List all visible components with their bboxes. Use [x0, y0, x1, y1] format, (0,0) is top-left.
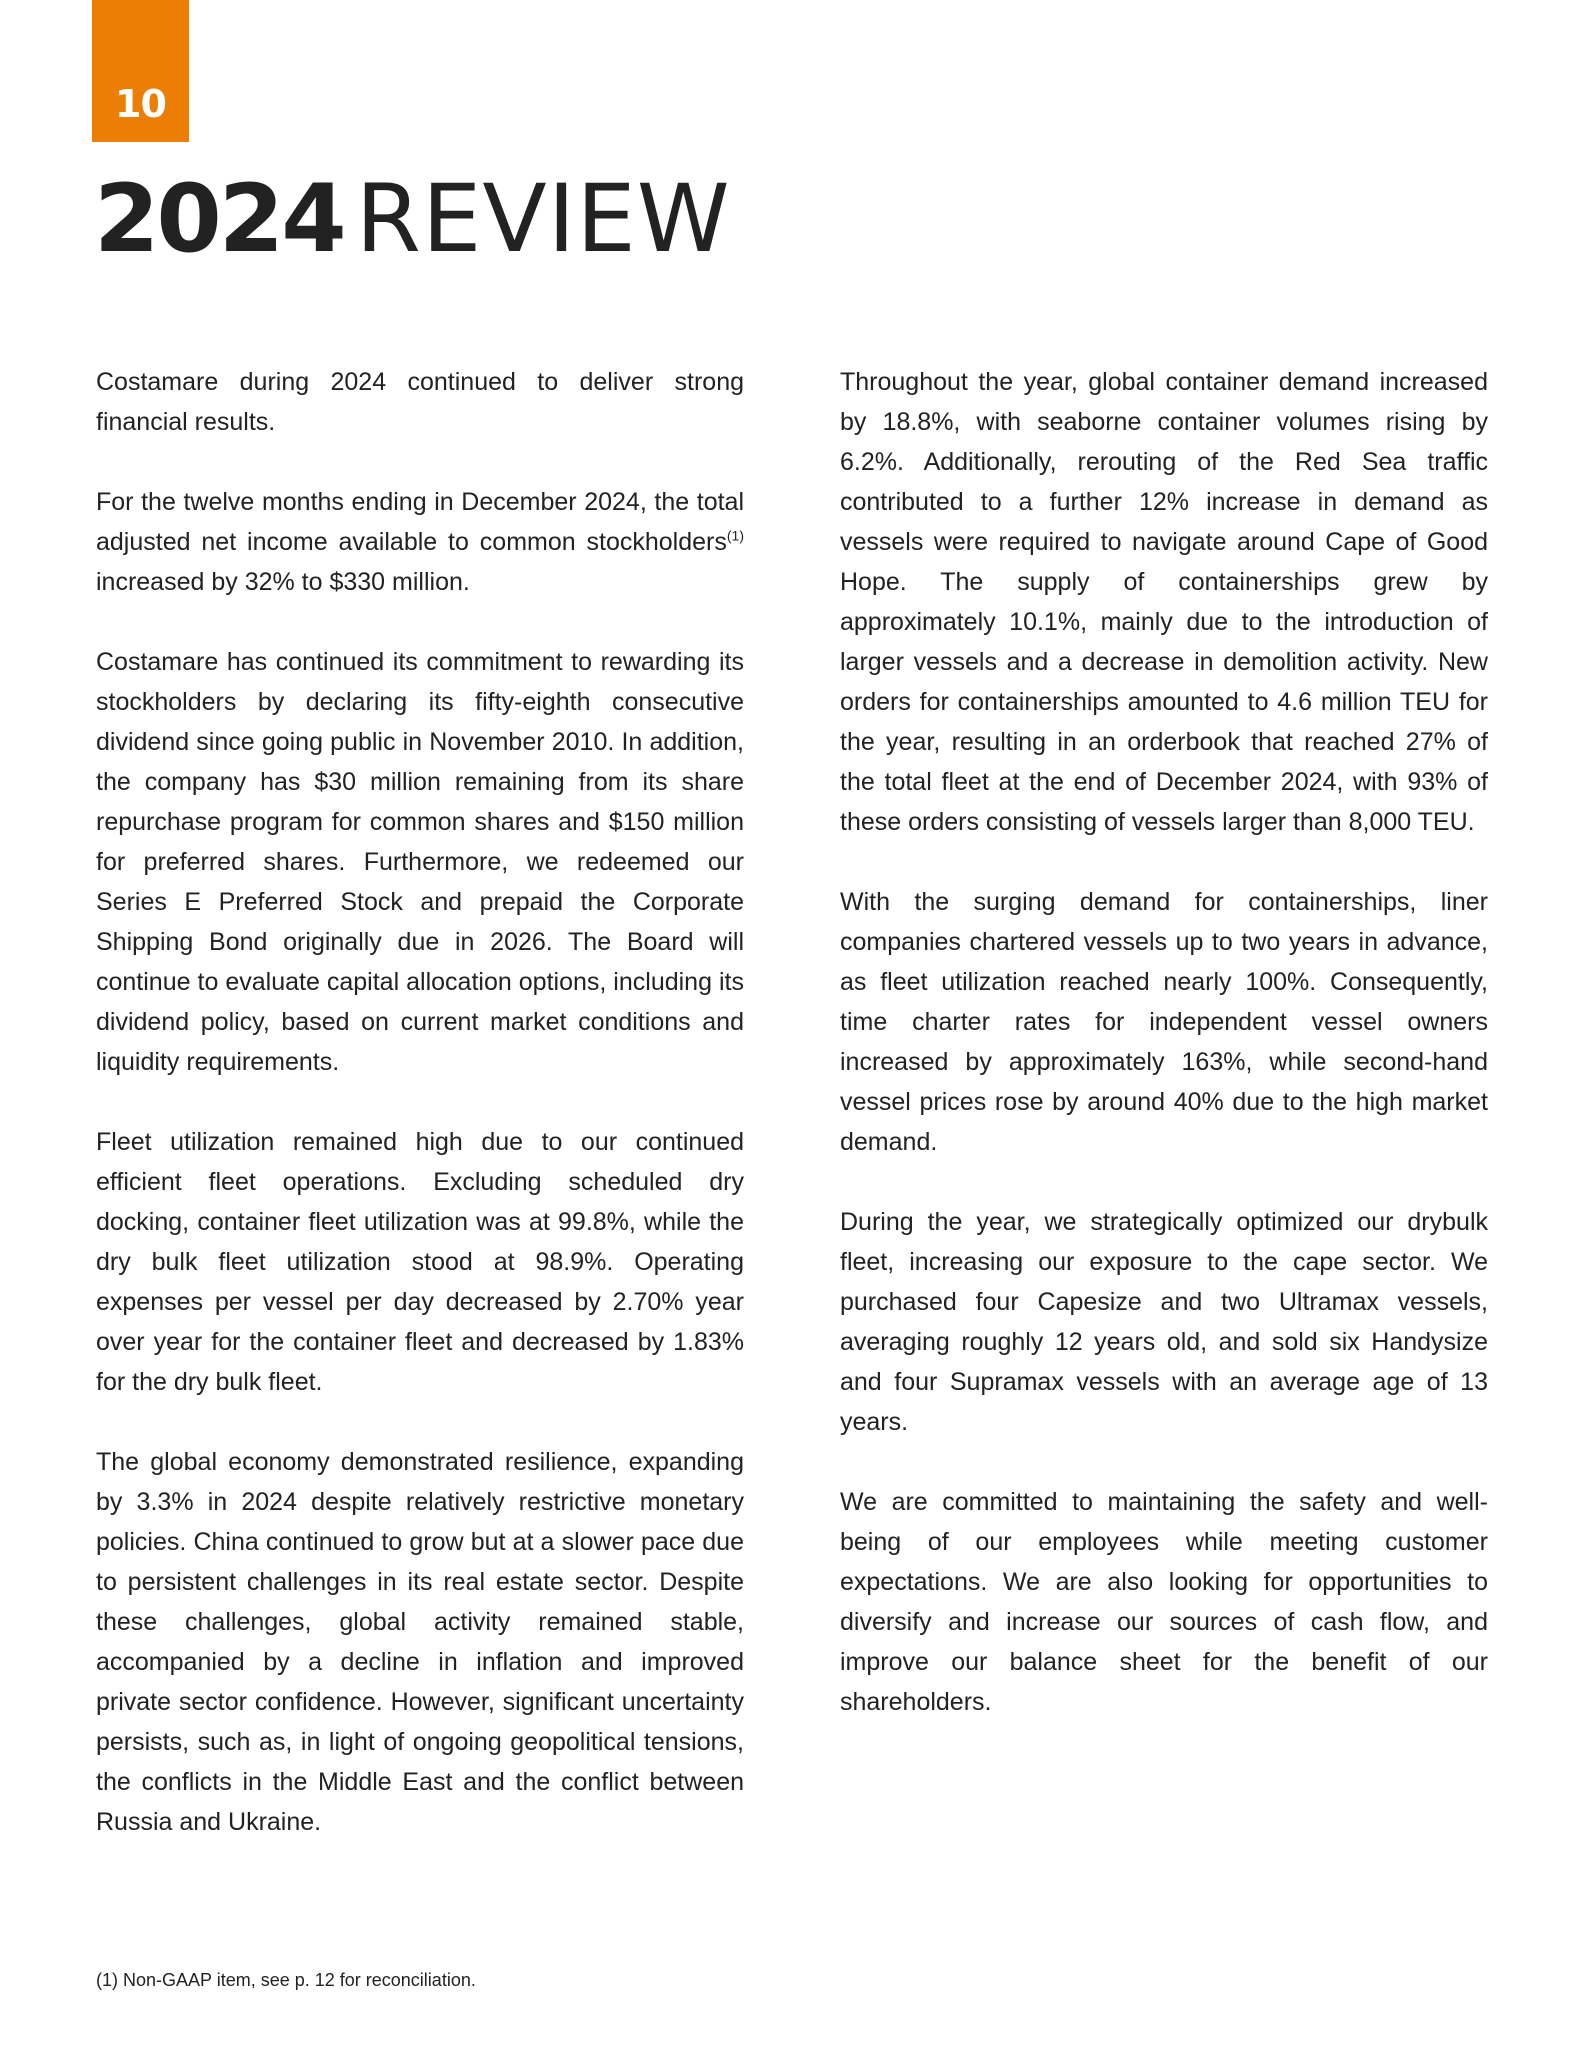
- page-title-year: 2024: [94, 165, 344, 274]
- paragraph-drybulk-fleet: During the year, we strategically optimized our drybulk fleet, increasing our exposure to the cape sector. We purchased four Capesize and two Ultramax vessels, averaging roughly 12 years old, and sold six Handysize and four Supramax vessels with an average age of 13 years.: [840, 1208, 1488, 1436]
- paragraph-charter-rates: With the surging demand for containerships, liner companies chartered vessels up to two years in advance, as fleet utilization reached nearly 100%. Consequently, time charter rates for independent vessel owners increased by approximately 163%, while second-hand vessel prices rose by around 40% due to the high market demand.: [840, 888, 1488, 1156]
- page-title-word: REVIEW: [355, 165, 731, 274]
- paragraph-net-income: [96, 482, 744, 602]
- page-title: [94, 165, 731, 274]
- paragraph-fleet-utilization: Fleet utilization remained high due to our continued efficient fleet operations. Excluding scheduled dry docking, container fleet utilization was at 99.8%, while the dry bulk fleet utilization stood at 98.9%. Operating expenses per vessel per day decreased by 2.70% year over year for the container fleet and decreased by 1.83% for the dry bulk fleet.: [96, 1128, 744, 1396]
- page-number-tab: [92, 0, 189, 142]
- paragraph-container-demand: Throughout the year, global container demand increased by 18.8%, with seaborne container volumes rising by 6.2%. Additionally, rerouting of the Red Sea traffic contributed to a further 12% increase in demand as vessels were required to navigate around Cape of Good Hope. The supply of containerships grew by approximately 10.1%, mainly due to the introduction of larger vessels and a decrease in demolition activity. New orders for containerships amounted to 4.6 million TEU for the year, resulting in an orderbook that reached 27% of the total fleet at the end of December 2024, with 93% of these orders consisting of vessels larger than 8,000 TEU.: [840, 368, 1488, 836]
- footnote: (1) Non-GAAP item, see p. 12 for reconciliation.: [96, 1970, 476, 1990]
- paragraph-commitment: We are committed to maintaining the safety and well-being of our employees while meeting customer expectations. We are also looking for opportunities to diversify and increase our sources of cash flow, and improve our balance sheet for the benefit of our shareholders.: [840, 1488, 1488, 1716]
- right-column: [840, 362, 1488, 1762]
- paragraph-global-economy: The global economy demonstrated resilience, expanding by 3.3% in 2024 despite relatively restrictive monetary policies. China continued to grow but at a slower pace due to persistent challenges in its real estate sector. Despite these challenges, global activity remained stable, accompanied by a decline in inflation and improved private sector confidence. However, significant uncertainty persists, such as, in light of ongoing geopolitical tensions, the conflicts in the Middle East and the conflict between Russia and Ukraine.: [96, 1448, 744, 1836]
- net-income-text-continued: increased by 32% to $330 million.: [96, 568, 470, 596]
- paragraph-financial-results: Costamare during 2024 continued to deliver strong financial results.: [96, 368, 744, 436]
- footnote-reference: (1): [726, 527, 744, 544]
- left-column: [96, 362, 744, 1882]
- paragraph-dividends: Costamare has continued its commitment to rewarding its stockholders by declaring its fifty-eighth consecutive dividend since going public in November 2010. In addition, the company has $30 million remaining from its share repurchase program for common shares and $150 million for preferred shares. Furthermore, we redeemed our Series E Preferred Stock and prepaid the Corporate Shipping Bond originally due in 2026. The Board will continue to evaluate capital allocation options, including its dividend policy, based on current market conditions and liquidity requirements.: [96, 648, 744, 1076]
- page-number: 10: [115, 82, 166, 126]
- net-income-text: For the twelve months ending in December 2024, the total adjusted net income available to common stockholders: [96, 488, 744, 556]
